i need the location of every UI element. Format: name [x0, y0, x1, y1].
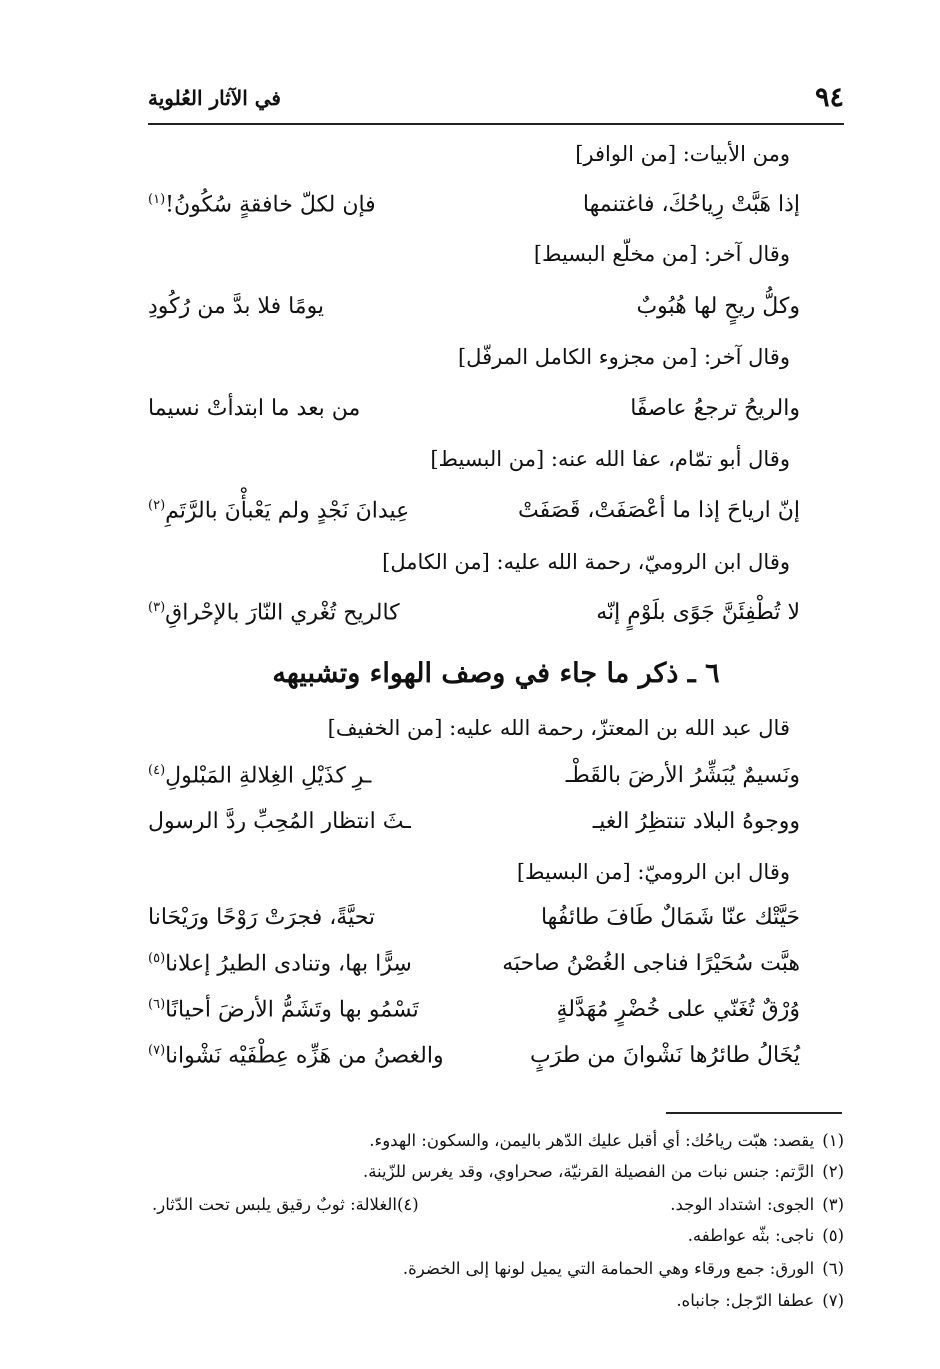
first-hemistich: وكلُّ ريحٍ لها هُبُوبٌ: [636, 294, 800, 319]
second-hemistich: يومًا فلا بدَّ من رُكُودِ: [148, 294, 325, 319]
first-hemistich: إنّ ارياحَ إذا ما أعْصَفَتْ، قَصَفَتْ: [518, 498, 800, 523]
footnote-text: الغلالة: ثوبٌ رقيق يلبس تحت الدّثار.: [152, 1195, 397, 1214]
hemistich-text: سِرًّا بها، وتنادى الطيرُ إعلانا: [165, 951, 412, 977]
second-hemistich: تحيَّةً، فجرَتْ رَوْحًا ورَيْحَانا: [148, 905, 376, 930]
page-number: ٩٤: [814, 82, 844, 113]
hemistich-text: عِيدانَ نَجْدٍ ولم يَعْبأْنَ بالرَّتَمِ: [165, 498, 410, 524]
verse: [148, 294, 800, 326]
footnote-text: عطفا الرّجل: جانباه.: [676, 1291, 815, 1310]
footnote-number: (٢): [822, 1162, 844, 1181]
footnote-ref: (٣): [148, 600, 166, 615]
running-title: في الآثار العُلوية: [148, 86, 281, 110]
second-hemistich: من بعد ما ابتدأتْ نسيما: [148, 396, 361, 421]
footnote-rule: [666, 1112, 842, 1114]
footnote-text: الرَّتم: جنس نبات من الفصيلة القرنيّة، صحراوي، وقد يغرس للزّينة.: [362, 1162, 815, 1181]
poem-intro: وقال ابن الروميّ: [من البسيط]: [516, 860, 790, 884]
footnote: [688, 1226, 844, 1245]
verse: [148, 396, 800, 428]
first-hemistich: يُخَالُ طائرُها نَشْوانَ من طرَبٍ: [529, 1043, 800, 1068]
footnote-text: ناجى: بثّه عواطفه.: [687, 1226, 815, 1245]
poem-intro: قال عبد الله بن المعتزّ، رحمة الله عليه: [من الخفيف]: [327, 716, 790, 740]
poem-intro: وقال ابن الروميّ، رحمة الله عليه: [من الكامل]: [382, 550, 790, 574]
poem-intro: وقال آخر: [من مجزوء الكامل المرفّل]: [457, 345, 790, 369]
first-hemistich: إذا هَبَّتْ رِياحُكَ، فاغتنمها: [582, 192, 800, 217]
footnote-number: (٣): [822, 1195, 844, 1214]
first-hemistich: هبَّت سُحَيْرًا فناجى الغُصْنُ صاحبَه: [502, 951, 800, 976]
hemistich-text: والغصنُ من هَزِّه عِطْفَيْه نَشْوانا: [165, 1043, 444, 1069]
verse: [148, 951, 800, 983]
first-hemistich: ووجوهُ البلاد تنتظِرُ الغيـ: [592, 809, 800, 834]
first-hemistich: لا تُطْفِئَنَّ جَوًى بلَوْمٍ إنّه: [596, 600, 800, 625]
footnote-number: (٧): [822, 1291, 844, 1310]
second-hemistich: [148, 192, 376, 217]
hemistich-text: ـرِ كذَيْلِ الغِلالةِ المَبْلولِ: [165, 763, 372, 789]
second-hemistich: [148, 600, 400, 625]
footnote-ref: (٦): [148, 997, 166, 1012]
poem-intro: وقال آخر: [من مخلّع البسيط]: [533, 242, 790, 266]
verse: [148, 1043, 800, 1075]
footnote-number: (٤): [396, 1195, 419, 1214]
poem-intro: ومن الأبيات: [من الوافر]: [575, 142, 790, 166]
first-hemistich: وُرْقٌ تُغَنّي على خُضْرٍ مُهَدَّلةٍ: [556, 997, 800, 1022]
footnote: [670, 1195, 844, 1214]
first-hemistich: والريحُ ترجعُ عاصفًا: [630, 396, 800, 421]
footnote-ref: (٧): [148, 1043, 166, 1058]
second-hemistich: [148, 997, 419, 1022]
verse: [148, 997, 800, 1029]
footnote: [403, 1259, 844, 1278]
verse: [148, 809, 800, 841]
first-hemistich: حَيَّتْك عنّا شَمَالٌ طَافَ طائفُها: [540, 905, 800, 930]
second-hemistich: [148, 1043, 444, 1068]
second-hemistich: [148, 498, 409, 523]
verse: [148, 498, 800, 530]
footnote-ref: (١): [148, 192, 166, 207]
section-heading: ٦ ـ ذكر ما جاء في وصف الهواء وتشبيهه: [272, 658, 720, 689]
footnote-number: (١): [822, 1131, 844, 1150]
footnote-ref: (٢): [148, 498, 166, 513]
verse: [148, 763, 800, 795]
page-header: [148, 78, 844, 116]
footnote: [152, 1195, 419, 1214]
footnote-text: الجوى: اشتداد الوجد.: [670, 1195, 815, 1214]
second-hemistich: [148, 763, 371, 788]
first-hemistich: ونَسيمٌ يُبَشِّرُ الأرضَ بالقَطْـ: [565, 763, 800, 788]
verse: [148, 192, 800, 224]
verse: [148, 905, 800, 937]
footnote-ref: (٤): [148, 763, 166, 778]
footnote-text: يقصد: هبّت رياحُك: أي أقبل عليك الدّهر باليمن، والسكون: الهدوء.: [369, 1131, 815, 1150]
second-hemistich: [148, 951, 412, 976]
footnote: [363, 1162, 844, 1181]
second-hemistich: ـثَ انتظار المُحِبِّ ردَّ الرسول: [148, 809, 411, 834]
hemistich-text: كالريح تُغْري النّارَ بالإحْراقِ: [165, 600, 400, 626]
header-rule: [148, 123, 844, 125]
footnote-number: (٦): [822, 1259, 844, 1278]
poem-intro: وقال أبو تمّام، عفا الله عنه: [من البسيط]: [430, 447, 790, 471]
footnote-number: (٥): [822, 1226, 844, 1245]
hemistich-text: فإن لكلّ خافقةٍ سُكُونُ!: [165, 192, 376, 218]
footnote: [369, 1131, 844, 1150]
footnote: [676, 1291, 844, 1310]
footnote-text: الورق: جمع ورقاء وهي الحمامة التي يميل لونها إلى الخضرة.: [402, 1259, 815, 1278]
footnote-ref: (٥): [148, 951, 166, 966]
hemistich-text: تَسْمُو بها وتَشَمُّ الأرضَ أحيانًا: [165, 997, 419, 1023]
verse: [148, 600, 800, 632]
